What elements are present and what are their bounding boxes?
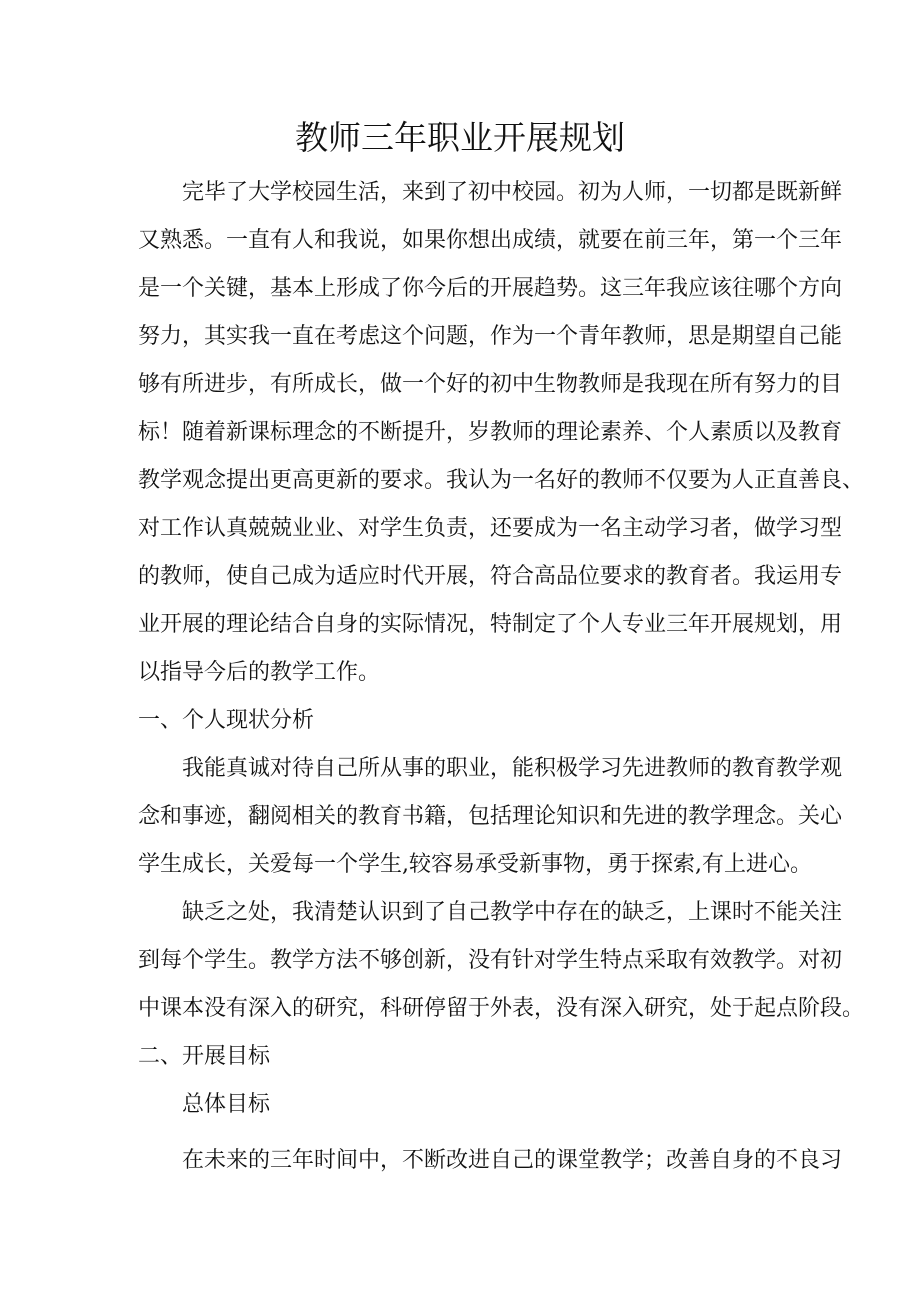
text-line: 的教师，使自己成为适应时代开展，符合高品位要求的教育者。我运用专 bbox=[138, 564, 843, 589]
text-line: 努力，其实我一直在考虑这个问题，作为一个青年教师，思是期望自己能 bbox=[138, 324, 843, 349]
text-line: 在未来的三年时间中，不断改进自己的课堂教学；改善自身的不良习 bbox=[182, 1148, 843, 1173]
text-line: 教学观念提出更高更新的要求。我认为一名好的教师不仅要为人正直善良、 bbox=[138, 468, 865, 493]
text-line: 业开展的理论结合自身的实际情况，特制定了个人专业三年开展规划，用 bbox=[138, 612, 843, 637]
document-title: 教师三年职业开展规划 bbox=[295, 118, 625, 157]
section-heading: 一、个人现状分析 bbox=[138, 708, 315, 733]
text-line: 以指导今后的教学工作。 bbox=[138, 660, 381, 685]
text-line: 又熟悉。一直有人和我说，如果你想出成绩，就要在前三年，第一个三年 bbox=[138, 228, 843, 253]
text-line: 是一个关键，基本上形成了你今后的开展趋势。这三年我应该往哪个方向 bbox=[138, 276, 843, 301]
text-line: 够有所进步，有所成长，做一个好的初中生物教师是我现在所有努力的目 bbox=[138, 372, 843, 397]
subsection-heading: 总体目标 bbox=[182, 1092, 271, 1117]
text-line: 缺乏之处，我清楚认识到了自己教学中存在的缺乏，上课时不能关注 bbox=[182, 900, 843, 925]
section-heading: 二、开展目标 bbox=[138, 1044, 271, 1069]
text-line: 完毕了大学校园生活，来到了初中校园。初为人师，一切都是既新鲜 bbox=[182, 180, 843, 205]
text-line: 到每个学生。教学方法不够创新，没有针对学生特点采取有效教学。对初 bbox=[138, 948, 843, 973]
text-line: 我能真诚对待自己所从事的职业，能积极学习先进教师的教育教学观 bbox=[182, 756, 843, 781]
text-line: 标！随着新课标理念的不断提升，岁教师的理论素养、个人素质以及教育 bbox=[138, 420, 843, 445]
text-line: 念和事迹，翻阅相关的教育书籍，包括理论知识和先进的教学理念。关心 bbox=[138, 804, 843, 829]
text-line: 学生成长，关爱每一个学生,较容易承受新事物，勇于探索,有上进心。 bbox=[138, 852, 812, 877]
text-line: 中课本没有深入的研究，科研停留于外表，没有深入研究，处于起点阶段。 bbox=[138, 996, 865, 1021]
text-line: 对工作认真兢兢业业、对学生负责，还要成为一名主动学习者，做学习型 bbox=[138, 516, 843, 541]
